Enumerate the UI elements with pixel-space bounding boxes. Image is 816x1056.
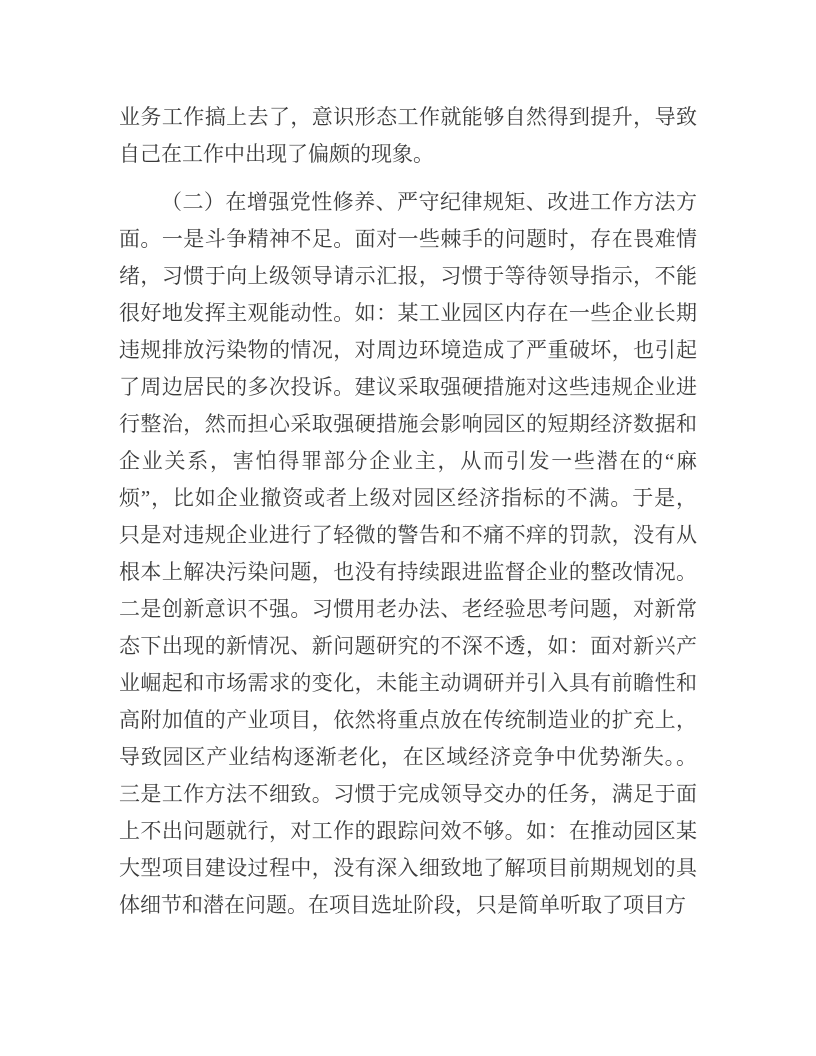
text-line: 导致园区产业结构逐渐老化，在区域经济竞争中优势渐失。。 (119, 745, 697, 769)
paragraph (119, 184, 697, 924)
text-line: 业崛起和市场需求的变化，未能主动调研并引入具有前瞻性和 (119, 671, 697, 695)
text-line: 企业关系，害怕得罪部分企业主，从而引发一些潜在的“麻 (119, 449, 697, 473)
paragraph (119, 99, 697, 173)
text-line: 态下出现的新情况、新问题研究的不深不透，如：面对新兴产 (119, 634, 697, 658)
text-line: 二是创新意识不强。习惯用老办法、老经验思考问题，对新常 (119, 597, 697, 621)
text-line: 了周边居民的多次投诉。建议采取强硬措施对这些违规企业进 (119, 375, 697, 399)
text-line: 烦”，比如企业撤资或者上级对园区经济指标的不满。于是， (119, 486, 697, 510)
text-line: 三是工作方法不细致。习惯于完成领导交办的任务，满足于面 (119, 782, 697, 806)
text-line: 面。一是斗争精神不足。面对一些棘手的问题时，存在畏难情 (119, 227, 697, 251)
text-line: 业务工作搞上去了，意识形态工作就能够自然得到提升，导致 (119, 105, 697, 129)
text-line: 自己在工作中出现了偏颇的现象。 (119, 142, 434, 166)
text-line: 大型项目建设过程中，没有深入细致地了解项目前期规划的具 (119, 856, 697, 880)
text-line: 很好地发挥主观能动性。如：某工业园区内存在一些企业长期 (119, 301, 697, 325)
text-line: 只是对违规企业进行了轻微的警告和不痛不痒的罚款，没有从 (119, 523, 697, 547)
text-line: （二）在增强党性修养、严守纪律规矩、改进工作方法方 (161, 190, 697, 214)
document-body (119, 99, 697, 924)
text-line: 行整治，然而担心采取强硬措施会影响园区的短期经济数据和 (119, 412, 697, 436)
text-line: 根本上解决污染问题，也没有持续跟进监督企业的整改情况。 (119, 560, 697, 584)
text-line: 绪，习惯于向上级领导请示汇报，习惯于等待领导指示，不能 (119, 264, 697, 288)
text-line: 高附加值的产业项目，依然将重点放在传统制造业的扩充上， (119, 708, 697, 732)
text-line: 体细节和潜在问题。在项目选址阶段，只是简单听取了项目方 (119, 893, 686, 917)
text-line: 违规排放污染物的情况，对周边环境造成了严重破坏，也引起 (119, 338, 697, 362)
text-line: 上不出问题就行，对工作的跟踪问效不够。如：在推动园区某 (119, 819, 697, 843)
